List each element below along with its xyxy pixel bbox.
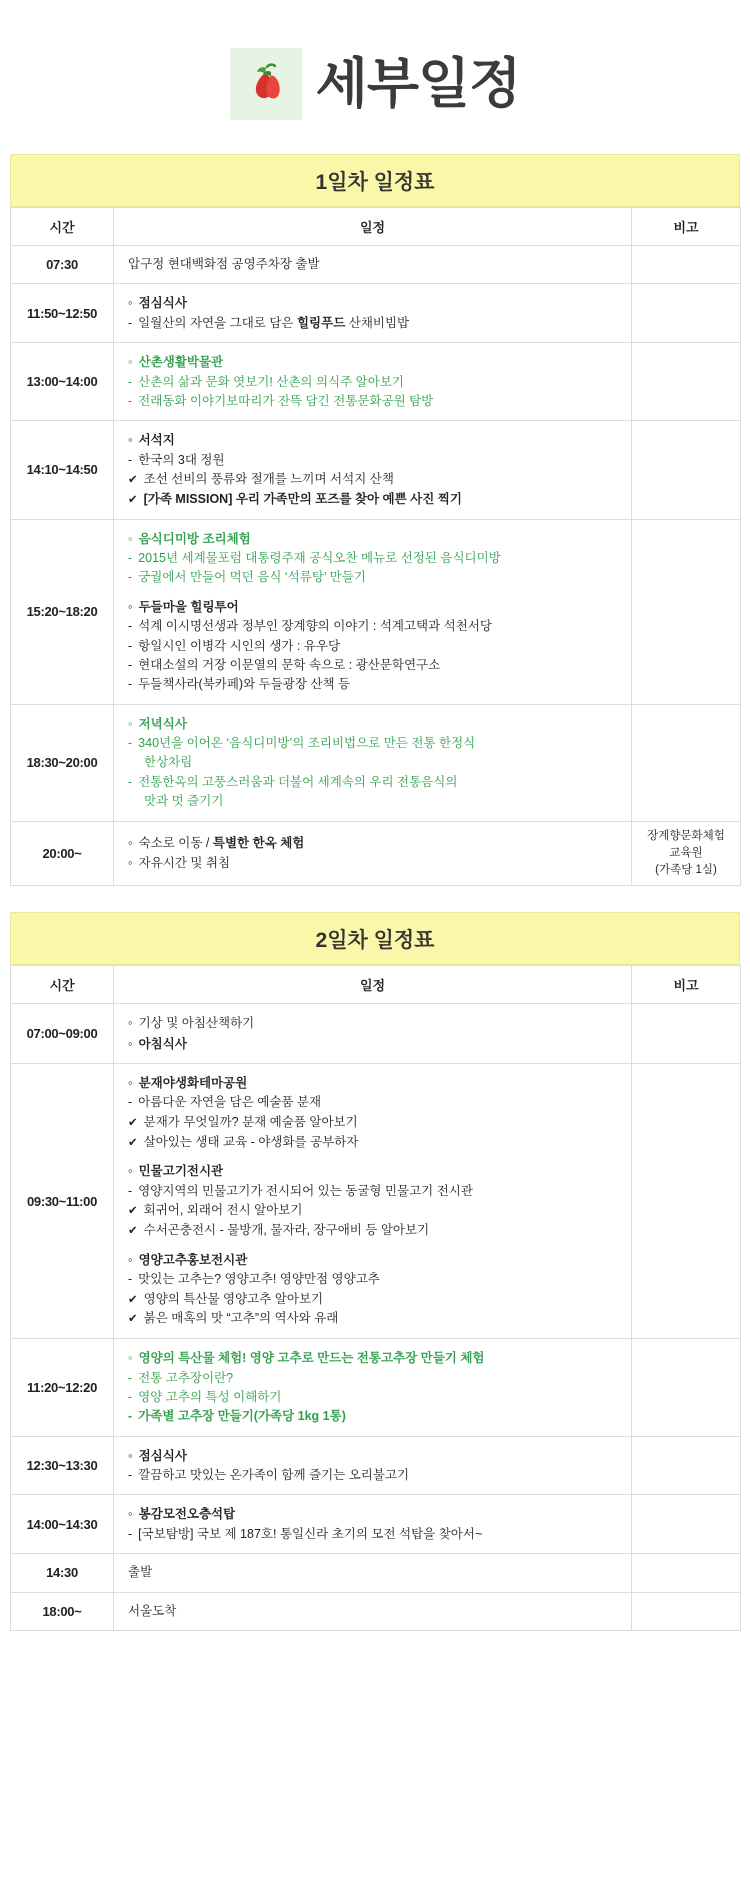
table-row: [11, 343, 741, 421]
row-time: 11:50~12:50: [11, 284, 114, 343]
row-time: 15:20~18:20: [11, 519, 114, 704]
row-time: 11:20~12:20: [11, 1339, 114, 1437]
table-row: [11, 1064, 741, 1339]
table-row: [11, 1592, 741, 1630]
table-row: [11, 284, 741, 343]
schedule-line: - 깔끔하고 맛있는 온가족이 함께 즐기는 오리불고기: [128, 1466, 619, 1485]
row-time: 07:00~09:00: [11, 1004, 114, 1064]
column-header-time: 시간: [11, 966, 114, 1004]
schedule-line: ◦ 서석지: [128, 430, 619, 450]
schedule-line: - 일월산의 자연을 그대로 담은 힐링푸드 산채비빔밥: [128, 314, 619, 333]
schedule-line: ◦ 영양고추홍보전시관: [128, 1250, 619, 1270]
schedule-line: - 가족별 고추장 만들기(가족당 1kg 1통): [128, 1407, 619, 1426]
schedule-line: - 전래동화 이야기보따리가 잔뜩 담긴 전통문화공원 탐방: [128, 392, 619, 411]
table-row: [11, 1004, 741, 1064]
row-time: 12:30~13:30: [11, 1436, 114, 1495]
schedule-line: 출발: [128, 1565, 153, 1580]
spacer: [128, 1152, 619, 1161]
spacer: [128, 1241, 619, 1250]
schedule-line-tail: 산채비빔밥: [345, 315, 410, 330]
schedule-line: - 두들책사라(북카페)와 두들광장 산책 등: [128, 675, 619, 694]
row-schedule: [114, 1436, 632, 1495]
schedule-line: ✔ 회귀어, 외래어 전시 알아보기: [128, 1201, 619, 1221]
schedule-line: - 산촌의 삶과 문화 엿보기! 산촌의 의식주 알아보기: [128, 373, 619, 392]
row-schedule: [114, 1495, 632, 1554]
row-note: [632, 1004, 741, 1064]
row-time: 09:30~11:00: [11, 1064, 114, 1339]
row-note: [632, 1339, 741, 1437]
table-row: [11, 821, 741, 886]
row-schedule: [114, 821, 632, 886]
row-schedule: [114, 1339, 632, 1437]
schedule-line: - 석계 이시명선생과 정부인 장계향의 이야기 : 석계고택과 석천서당: [128, 617, 619, 636]
schedule-line: ◦ 자유시간 및 취침: [128, 853, 619, 873]
schedule-line: ◦ 저녁식사: [128, 714, 619, 734]
column-header-schedule: 일정: [114, 966, 632, 1004]
schedule-line: ◦ 봉감모전오층석탑: [128, 1504, 619, 1524]
row-schedule: [114, 1004, 632, 1064]
schedule-line: 한상차림: [144, 755, 193, 770]
schedule-line: - 항일시인 이병각 시인의 생가 : 유우당: [128, 637, 619, 656]
row-time: 14:30: [11, 1554, 114, 1592]
row-note: [632, 519, 741, 704]
schedule-line: ✔ [가족 MISSION] 우리 가족만의 포즈를 찾아 예쁜 사진 찍기: [128, 490, 619, 510]
page-header: [0, 0, 750, 154]
schedule-line: ✔ 영양의 특산물 영양고추 알아보기: [128, 1290, 619, 1310]
schedule-line-emphasis: 힐링푸드: [296, 315, 346, 330]
row-note: [632, 1495, 741, 1554]
schedule-line: ◦ 민물고기전시관: [128, 1161, 619, 1181]
schedule-line: ◦ 점심식사: [128, 1446, 619, 1466]
row-note: [632, 821, 741, 886]
row-time: 13:00~14:00: [11, 343, 114, 421]
schedule-line: 압구정 현대백화점 공영주차장 출발: [128, 257, 320, 271]
schedule-line: ✔ 붉은 매혹의 맛 “고추”의 역사와 유래: [128, 1309, 619, 1329]
row-schedule: [114, 246, 632, 284]
row-time: 20:00~: [11, 821, 114, 886]
row-schedule: [114, 519, 632, 704]
schedule-line: 서울도착: [128, 1603, 177, 1618]
page-title: 세부일정: [315, 54, 521, 114]
schedule-line: - 전통한옥의 고풍스러움과 더불어 세계속의 우리 전통음식의: [128, 773, 619, 792]
column-header-schedule: 일정: [114, 208, 632, 246]
row-schedule: [114, 343, 632, 421]
schedule-line: - 현대소설의 거장 이문열의 문학 속으로 : 광산문학연구소: [128, 656, 619, 675]
row-note: [632, 1064, 741, 1339]
table-row: [11, 519, 741, 704]
schedule-line: ◦ 점심식사: [128, 293, 619, 313]
schedule-line-emphasis: 특별한 한옥 체험: [212, 836, 305, 850]
schedule-line: ◦ 분재야생화테마공원: [128, 1073, 619, 1093]
column-header-time: 시간: [11, 208, 114, 246]
table-row: [11, 1495, 741, 1554]
schedule-line: ◦ 두들마을 힐링투어: [128, 597, 619, 617]
schedule-line: ✔ 수서곤충전시 - 물방개, 물자라, 장구애비 등 알아보기: [128, 1221, 619, 1241]
row-schedule: [114, 284, 632, 343]
schedule-line: ◦ 아침식사: [128, 1034, 619, 1054]
row-note: [632, 246, 741, 284]
schedule-line: - 맛있는 고추는? 영양고추! 영양만점 영양고추: [128, 1270, 619, 1289]
row-schedule: [114, 1064, 632, 1339]
column-header-note: 비고: [632, 208, 741, 246]
spacer: [128, 588, 619, 597]
day-section: [10, 912, 740, 1631]
day-section: [10, 154, 740, 886]
schedule-line: - 영양 고추의 특성 이해하기: [128, 1388, 619, 1407]
schedule-line: ◦ 영양의 특산물 체험! 영양 고추로 만드는 전통고추장 만들기 체험: [128, 1348, 619, 1368]
table-row: [11, 1436, 741, 1495]
chili-pepper-icon: [230, 48, 302, 120]
row-note: [632, 284, 741, 343]
schedule-line: ◦ 기상 및 아침산책하기: [128, 1013, 619, 1033]
row-time: 07:30: [11, 246, 114, 284]
row-note: [632, 1592, 741, 1630]
schedule-line: - 340년을 이어온 ‘음식디미방’의 조리비법으로 만든 전통 한정식: [128, 734, 619, 753]
day-banner: 2일차 일정표: [10, 912, 740, 965]
schedule-line: ◦ 숙소로 이동 / 특별한 한옥 체험: [128, 833, 619, 853]
row-note: [632, 1436, 741, 1495]
schedule-line: ◦ 음식디미방 조리체험: [128, 529, 619, 549]
day-banner: 1일차 일정표: [10, 154, 740, 207]
schedule-table: [10, 965, 741, 1631]
column-header-note: 비고: [632, 966, 741, 1004]
schedule-line: ◦ 산촌생활박물관: [128, 352, 619, 372]
row-schedule: [114, 421, 632, 519]
schedule-line: ✔ 분재가 무엇일까? 분재 예술품 알아보기: [128, 1113, 619, 1133]
note-line: 교육원: [669, 846, 703, 859]
schedule-line: - 아름다운 자연을 담은 예술품 분재: [128, 1093, 619, 1112]
row-schedule: [114, 1592, 632, 1630]
row-time: 18:30~20:00: [11, 704, 114, 821]
schedule-line: - 궁궐에서 만들어 먹던 음식 ‘석류탕’ 만들기: [128, 568, 619, 587]
table-row: [11, 246, 741, 284]
schedule-line: - 전통 고추장이란?: [128, 1369, 619, 1388]
schedule-line: - 영양지역의 민물고기가 전시되어 있는 동굴형 민물고기 전시관: [128, 1182, 619, 1201]
table-row: [11, 704, 741, 821]
row-note: [632, 343, 741, 421]
table-row: [11, 1554, 741, 1592]
row-schedule: [114, 1554, 632, 1592]
schedule-line: ✔ 조선 선비의 풍류와 절개를 느끼며 서석지 산책: [128, 470, 619, 490]
schedule-line: - 한국의 3대 정원: [128, 451, 619, 470]
schedule-line: ✔ 살아있는 생태 교육 - 야생화를 공부하자: [128, 1133, 619, 1153]
row-note: [632, 704, 741, 821]
table-row: [11, 421, 741, 519]
schedule-line: 맛과 멋 즐기기: [144, 794, 224, 809]
table-row: [11, 1339, 741, 1437]
schedule-table: [10, 207, 741, 886]
note-line: (가족당 1실): [655, 864, 717, 876]
schedule-line: - [국보탐방] 국보 제 187호! 통일신라 초기의 모전 석탑을 찾아서~: [128, 1525, 619, 1544]
row-note: [632, 1554, 741, 1592]
row-time: 14:00~14:30: [11, 1495, 114, 1554]
row-time: 14:10~14:50: [11, 421, 114, 519]
schedule-days: [0, 154, 750, 1631]
schedule-line: - 2015년 세계물포럼 대통령주재 공식오찬 메뉴로 선정된 음식디미방: [128, 549, 619, 568]
row-time: 18:00~: [11, 1592, 114, 1630]
row-schedule: [114, 704, 632, 821]
note-line: 장계향문화체험: [647, 829, 725, 842]
row-note: [632, 421, 741, 519]
